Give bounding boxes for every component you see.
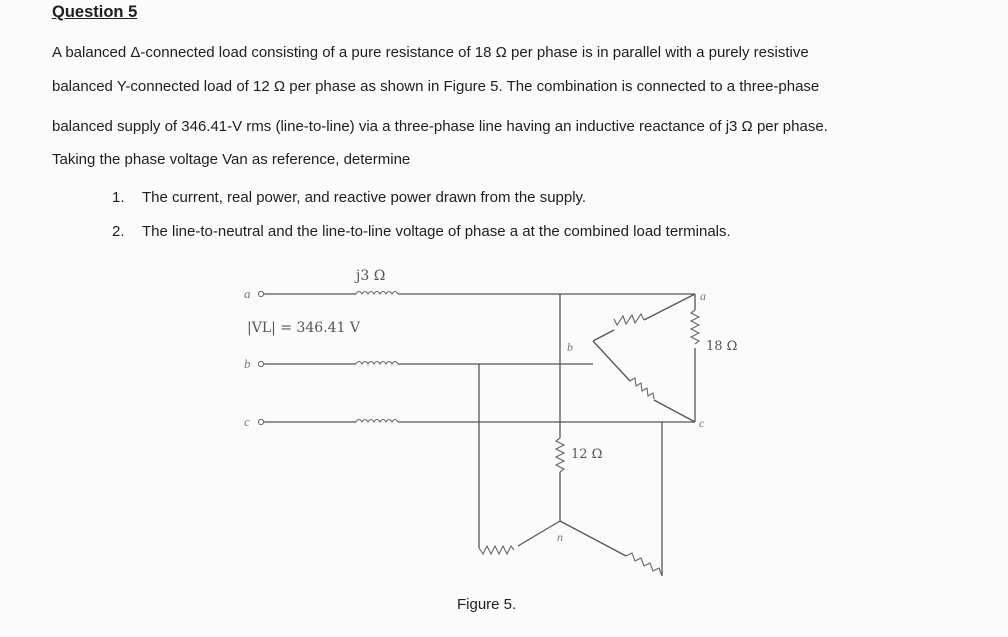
delta-ab-wire-lower <box>593 330 614 341</box>
terminal-a-label: a <box>244 286 251 301</box>
task-number: 2. <box>112 223 125 240</box>
terminal-b-node <box>258 361 263 366</box>
task-text: The current, real power, and reactive power drawn from the supply. <box>142 189 587 206</box>
wye-a-resistor-icon <box>556 438 564 472</box>
task-text: The line-to-neutral and the line-to-line voltage of phase a at the combined load terminals. <box>142 223 731 240</box>
wye-b-wire-neutral <box>518 521 560 546</box>
wye-c-resistor-icon <box>626 553 662 576</box>
line-reactance-label: j3 Ω <box>356 268 386 284</box>
line-voltage-label: |VL| = 346.41 V <box>247 320 361 336</box>
wye-b-resistor-icon <box>479 546 514 554</box>
terminal-a-node <box>258 291 263 296</box>
line-c-inductor-icon <box>356 420 398 423</box>
delta-ab-resistor-icon <box>614 314 644 325</box>
paragraph-line-1: A balanced Δ-connected load consisting of a pure resistance of 18 Ω per phase is in parallel with a purely resistive <box>52 44 809 61</box>
wye-resistance-label: 12 Ω <box>571 447 603 462</box>
terminal-c-node <box>258 419 263 424</box>
delta-bc-wire-upper <box>593 341 630 381</box>
delta-bc-wire-lower <box>654 400 695 422</box>
paragraph-line-4: Taking the phase voltage Van as reference, determine <box>52 151 411 168</box>
delta-ac-resistor-icon <box>691 310 699 344</box>
question-title: Question 5 <box>52 3 138 21</box>
neutral-node-label: n <box>557 530 563 544</box>
line-a-inductor-icon <box>356 292 398 295</box>
delta-node-c-label: c <box>699 416 705 430</box>
delta-ab-wire-upper <box>644 294 695 320</box>
delta-resistance-label: 18 Ω <box>706 339 738 354</box>
task-number: 1. <box>112 189 125 206</box>
paragraph-line-3: balanced supply of 346.41-V rms (line-to-line) via a three-phase line having an inductive reactance of j3 Ω per phase. <box>52 118 828 135</box>
terminal-c-label: c <box>244 414 250 429</box>
figure-caption: Figure 5. <box>457 596 517 613</box>
terminal-b-label: b <box>244 356 251 371</box>
delta-bc-resistor-icon <box>630 378 654 399</box>
paragraph-line-2: balanced Y-connected load of 12 Ω per phase as shown in Figure 5. The combination is connected to a three-phase <box>52 78 820 95</box>
wye-c-wire-neutral <box>560 521 626 556</box>
line-b-inductor-icon <box>356 362 398 365</box>
delta-node-b-label: b <box>567 340 573 354</box>
delta-node-a-label: a <box>700 289 706 303</box>
